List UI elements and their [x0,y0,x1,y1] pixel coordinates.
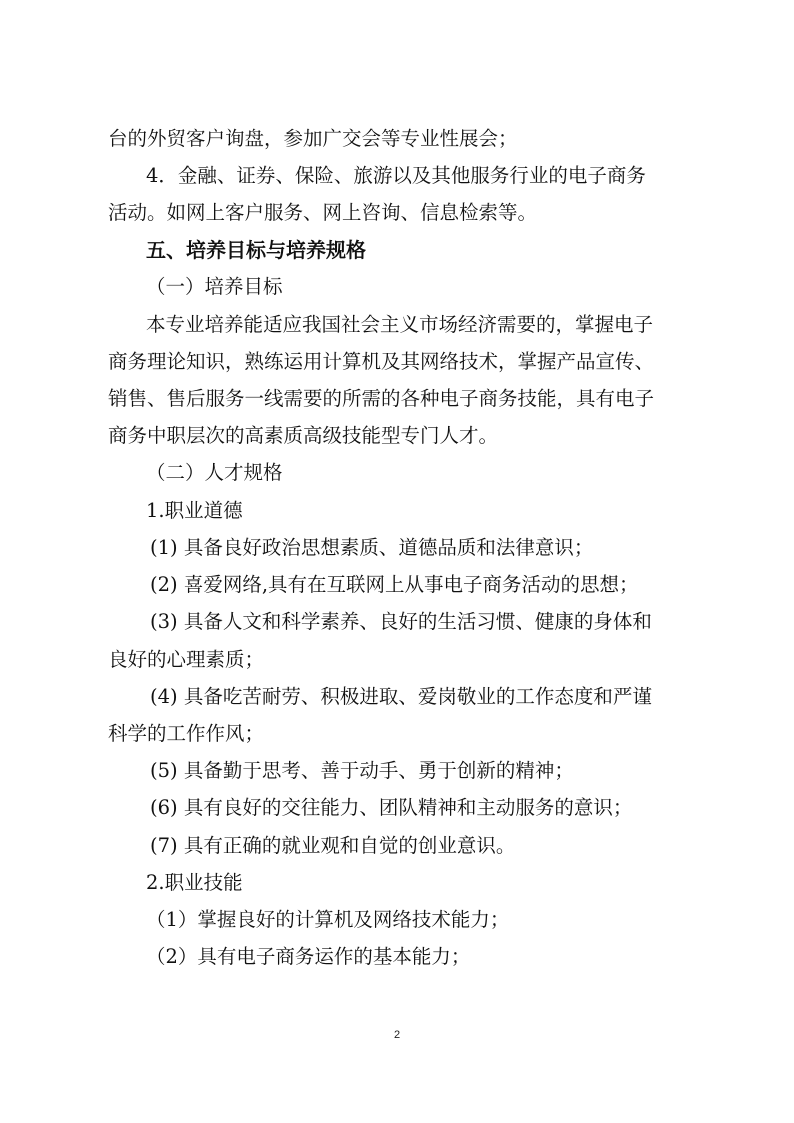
subsection-heading: （一）培养目标 [146,275,283,298]
paragraph-line: 销售、售后服务一线需要的所需的各种电子商务技能，具有电子 [108,387,655,410]
paragraph-line: 科学的工作作风； [108,722,265,745]
paragraph-line: 台的外贸客户询盘，参加广交会等专业性展会； [108,127,518,150]
subsection-heading: （二）人才规格 [146,461,283,484]
list-item: (4) 具备吃苦耐劳、积极进取、爱岗敬业的工作态度和严谨 [150,685,652,708]
paragraph-line: 活动。如网上客户服务、网上咨询、信息检索等。 [108,201,538,224]
list-item: (6) 具有良好的交往能力、团队精神和主动服务的意识； [150,796,633,819]
paragraph-line: 本专业培养能适应我国社会主义市场经济需要的，掌握电子 [146,313,654,336]
item-heading: 2.职业技能 [146,871,243,894]
list-item: (3) 具备人文和科学素养、良好的生活习惯、健康的身体和 [150,610,652,633]
list-item: （2）具有电子商务运作的基本能力； [146,945,471,968]
list-item: （1）掌握良好的计算机及网络技术能力； [146,908,510,931]
list-item: (5) 具备勤于思考、善于动手、勇于创新的精神； [150,759,574,782]
paragraph-line: 商务理论知识，熟练运用计算机及其网络技术，掌握产品宣传、 [108,350,655,373]
paragraph-line: 商务中职层次的高素质高级技能型专门人才。 [108,424,499,447]
paragraph-line: 良好的心理素质； [108,648,265,671]
item-heading: 1.职业道德 [146,499,243,522]
list-item: 4．金融、证券、保险、旅游以及其他服务行业的电子商务 [146,164,646,187]
page-number: 2 [393,1029,401,1041]
list-item: (1) 具备良好政治思想素质、道德品质和法律意识； [150,536,594,559]
section-heading: 五、培养目标与培养规格 [146,238,366,262]
list-item: (2) 喜爱网络,具有在互联网上从事电子商务活动的思想； [150,573,639,596]
list-item: (7) 具有正确的就业观和自觉的创业意识。 [150,834,516,857]
